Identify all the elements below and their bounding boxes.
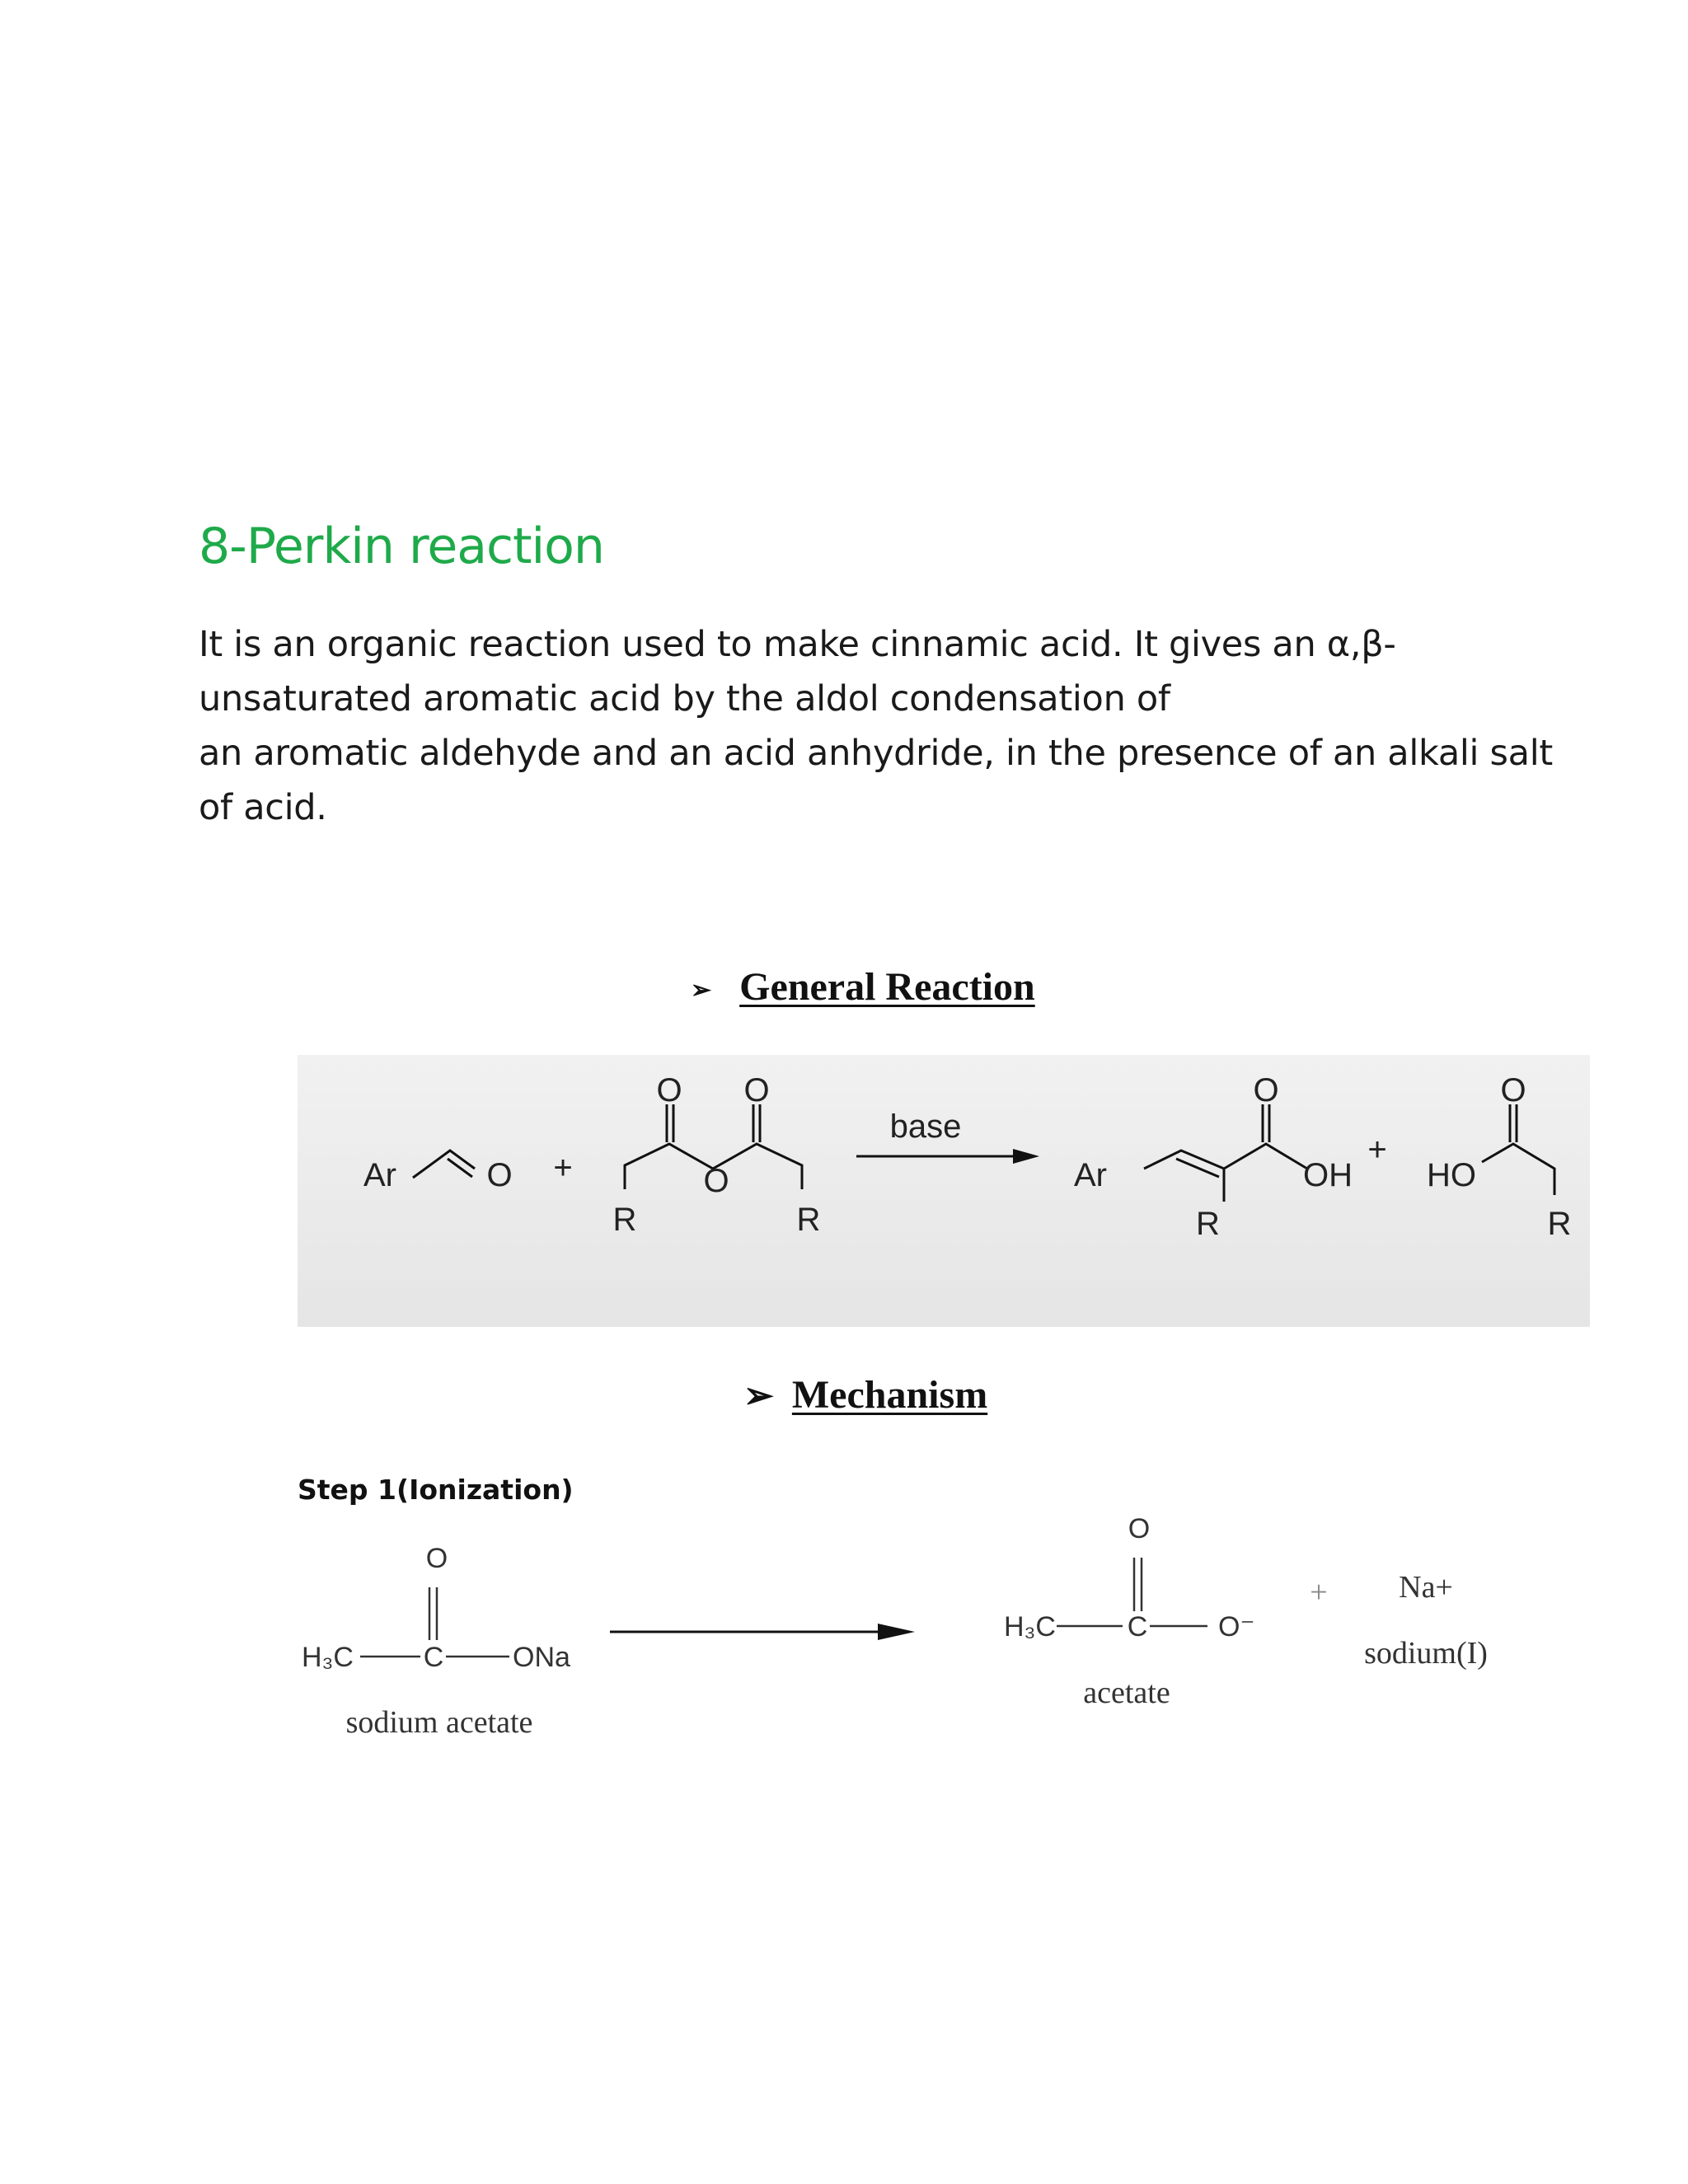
anhydride-o-left: O xyxy=(656,1072,682,1108)
acid-o: O xyxy=(1500,1072,1526,1108)
product-ar: Ar xyxy=(1074,1157,1107,1193)
plus-sign: + xyxy=(1310,1575,1328,1610)
anhydride-o-bridge: O xyxy=(703,1163,729,1199)
arrowhead-bullet-icon: ➢ xyxy=(743,1376,774,1416)
aldehyde-o: O xyxy=(486,1157,513,1193)
mechanism-arrowhead-icon xyxy=(878,1624,915,1640)
acid-ho: HO xyxy=(1427,1157,1476,1193)
reactant-c: C xyxy=(423,1642,444,1673)
product-oh: OH xyxy=(1303,1157,1353,1193)
reactant-ona: ONa xyxy=(513,1642,570,1673)
reactant-o: O xyxy=(425,1543,448,1574)
reactant-h3c: H₃C xyxy=(302,1642,354,1673)
cation: Na+ xyxy=(1399,1570,1453,1605)
general-reaction-label: General Reaction xyxy=(739,965,1035,1009)
arrow-label: base xyxy=(889,1108,962,1145)
plus-sign: + xyxy=(553,1150,573,1186)
anhydride-o-right: O xyxy=(743,1072,770,1108)
product-r: R xyxy=(1196,1206,1220,1242)
paragraph-line-4: of acid. xyxy=(199,787,327,828)
anhydride-r-left: R xyxy=(612,1202,637,1238)
aldehyde-ar: Ar xyxy=(363,1157,396,1193)
step-1-bonds xyxy=(360,1558,1207,1657)
step-1-scheme xyxy=(288,1508,1525,1747)
plus-sign-2: + xyxy=(1367,1132,1387,1168)
product-o: O xyxy=(1128,1513,1151,1544)
product-o-minus: O⁻ xyxy=(1218,1611,1255,1643)
step-1-title: Step 1(Ionization) xyxy=(298,1474,574,1506)
general-reaction-heading xyxy=(691,964,1035,1010)
paragraph-line-2: unsaturated aromatic acid by the aldol condensation of xyxy=(199,678,1170,719)
general-reaction-scheme xyxy=(298,1055,1590,1327)
arrowhead-bullet-icon: ➢ xyxy=(691,977,712,1005)
anhydride-r-right: R xyxy=(796,1202,821,1238)
acid-r: R xyxy=(1547,1206,1572,1242)
product-o: O xyxy=(1253,1072,1279,1108)
paragraph-line-3: an aromatic aldehyde and an acid anhydride, in the presence of an alkali salt xyxy=(199,733,1553,774)
product-c: C xyxy=(1127,1611,1148,1643)
paragraph-line-1: It is an organic reaction used to make cinnamic acid. It gives an α,β- xyxy=(199,624,1396,665)
mechanism-label: Mechanism xyxy=(791,1373,988,1417)
mechanism-heading xyxy=(743,1372,987,1418)
product-h3c: H₃C xyxy=(1004,1611,1056,1643)
reactant-name: sodium acetate xyxy=(345,1705,533,1740)
page-title: 8-Perkin reaction xyxy=(199,518,604,575)
product-name: acetate xyxy=(1083,1675,1170,1710)
cation-name: sodium(I) xyxy=(1364,1636,1488,1671)
